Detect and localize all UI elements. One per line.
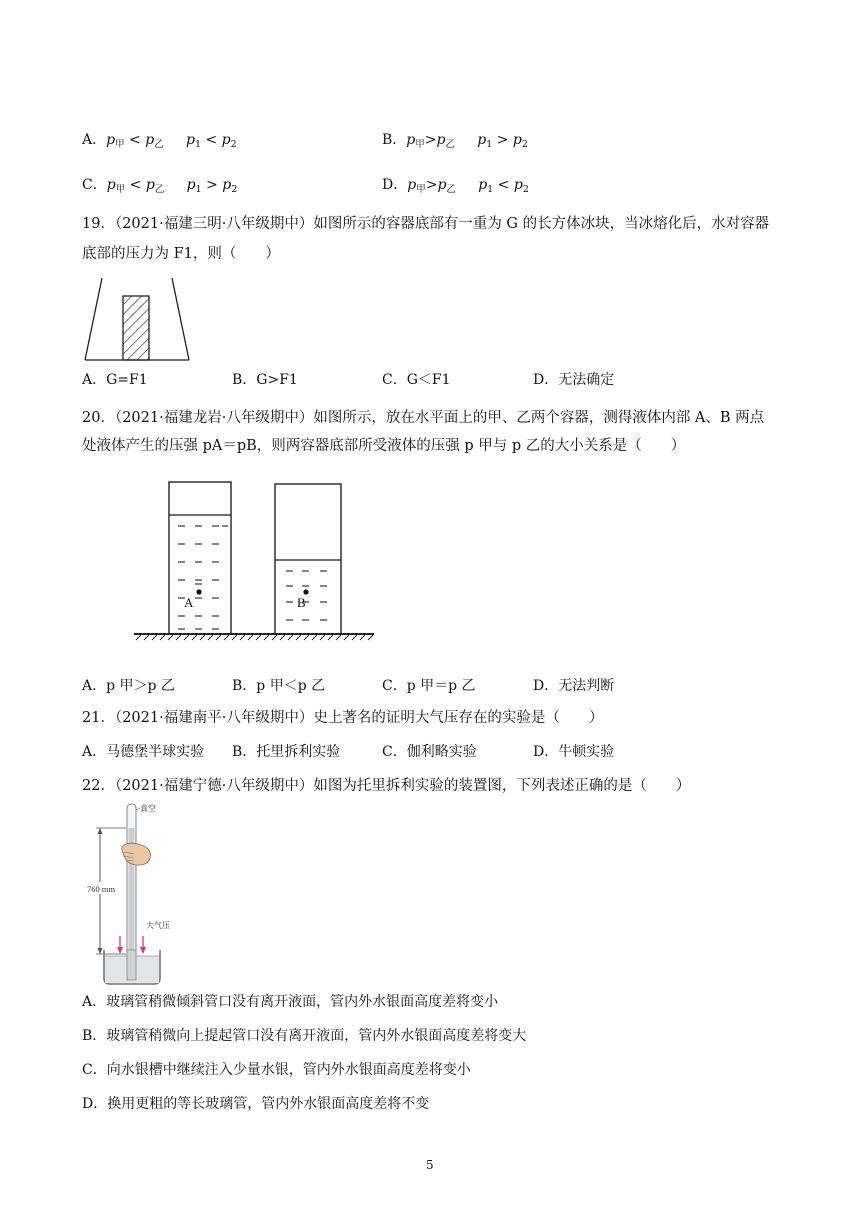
page-number: 5: [426, 1158, 434, 1172]
pressure-label: 大气压: [146, 921, 170, 930]
q18-option-c: C．$p_甲 < p_乙$ $p_1 > p_2$: [82, 177, 238, 195]
q21-option-b: B．托里拆利实验: [232, 744, 341, 760]
q20-stem-line1: 20．（2021·福建龙岩·八年级期中）如图所示，放在水平面上的甲、乙两个容器，测得液体内部 A、B 两点: [82, 410, 765, 426]
q20-option-c: C．p 甲＝p 乙: [382, 678, 476, 694]
q19-stem-line1: 19．（2021·福建三明·八年级期中）如图所示的容器底部有一重为 G 的长方体冰块，当冰熔化后，水对容器: [82, 216, 770, 232]
vacuum-label: 真空: [140, 804, 156, 813]
label-b: B: [297, 595, 306, 610]
q19-option-d: D．无法确定: [533, 372, 615, 388]
q22-stem: 22．（2021·福建宁德·八年级期中）如图为托里拆利实验的装置图，下列表述正确的是（ ）: [82, 778, 691, 794]
pressure-arrow-left: [117, 947, 123, 954]
hand-icon: [122, 843, 151, 865]
container-jia: [169, 482, 231, 634]
q21-option-c: C．伽利略实验: [382, 744, 477, 760]
height-label: 760 mm: [87, 884, 116, 894]
point-b: [303, 589, 308, 594]
q20-containers-figure: [132, 480, 376, 646]
q19-option-c: C．G＜F1: [382, 372, 451, 388]
container-yi: [275, 484, 341, 634]
ice-block: [123, 296, 149, 360]
q22-option-c: C．向水银槽中继续注入少量水银，管内外水银面高度差将变小: [82, 1062, 471, 1078]
q19-option-b: B．G>F1: [232, 372, 298, 388]
q20-option-d: D．无法判断: [533, 678, 615, 694]
q19-option-a: A．G=F1: [82, 372, 148, 388]
point-a: [196, 589, 201, 594]
q18-option-b: B．$p_甲>p_乙$ $p_1 > p_2$: [382, 132, 528, 150]
q18-option-a: A．$p_甲 < p_乙$ $p_1 < p_2$: [82, 132, 237, 150]
q18-option-d: D．$p_甲>p_乙$ $p_1 < p_2$: [382, 177, 529, 195]
q21-stem: 21．（2021·福建南平·八年级期中）史上著名的证明大气压存在的实验是（ ）: [82, 710, 604, 726]
label-a: A: [184, 595, 194, 610]
q22-option-b: B．玻璃管稍微向上提起管口没有离开液面，管内外水银面高度差将变大: [82, 1028, 527, 1044]
q22-option-d: D．换用更粗的等长玻璃管，管内外水银面高度差将不变: [82, 1096, 430, 1112]
q19-container-figure: [82, 276, 192, 362]
q21-option-a: A．马德堡半球实验: [82, 744, 205, 760]
q22-torricelli-figure: [82, 800, 182, 986]
pressure-arrow-right: [140, 947, 146, 954]
q20-option-b: B．p 甲＜p 乙: [232, 678, 326, 694]
q20-option-a: A．p 甲＞p 乙: [82, 678, 175, 694]
q19-stem-line2: 底部的压力为 F1，则（ ）: [82, 246, 280, 262]
q22-option-a: A．玻璃管稍微倾斜管口没有离开液面，管内外水银面高度差将变小: [82, 994, 499, 1010]
q21-option-d: D．牛顿实验: [533, 744, 615, 760]
q20-stem-line2: 处液体产生的压强 pA＝pB，则两容器底部所受液体的压强 p 甲与 p 乙的大小关系是（ ）: [82, 438, 686, 454]
